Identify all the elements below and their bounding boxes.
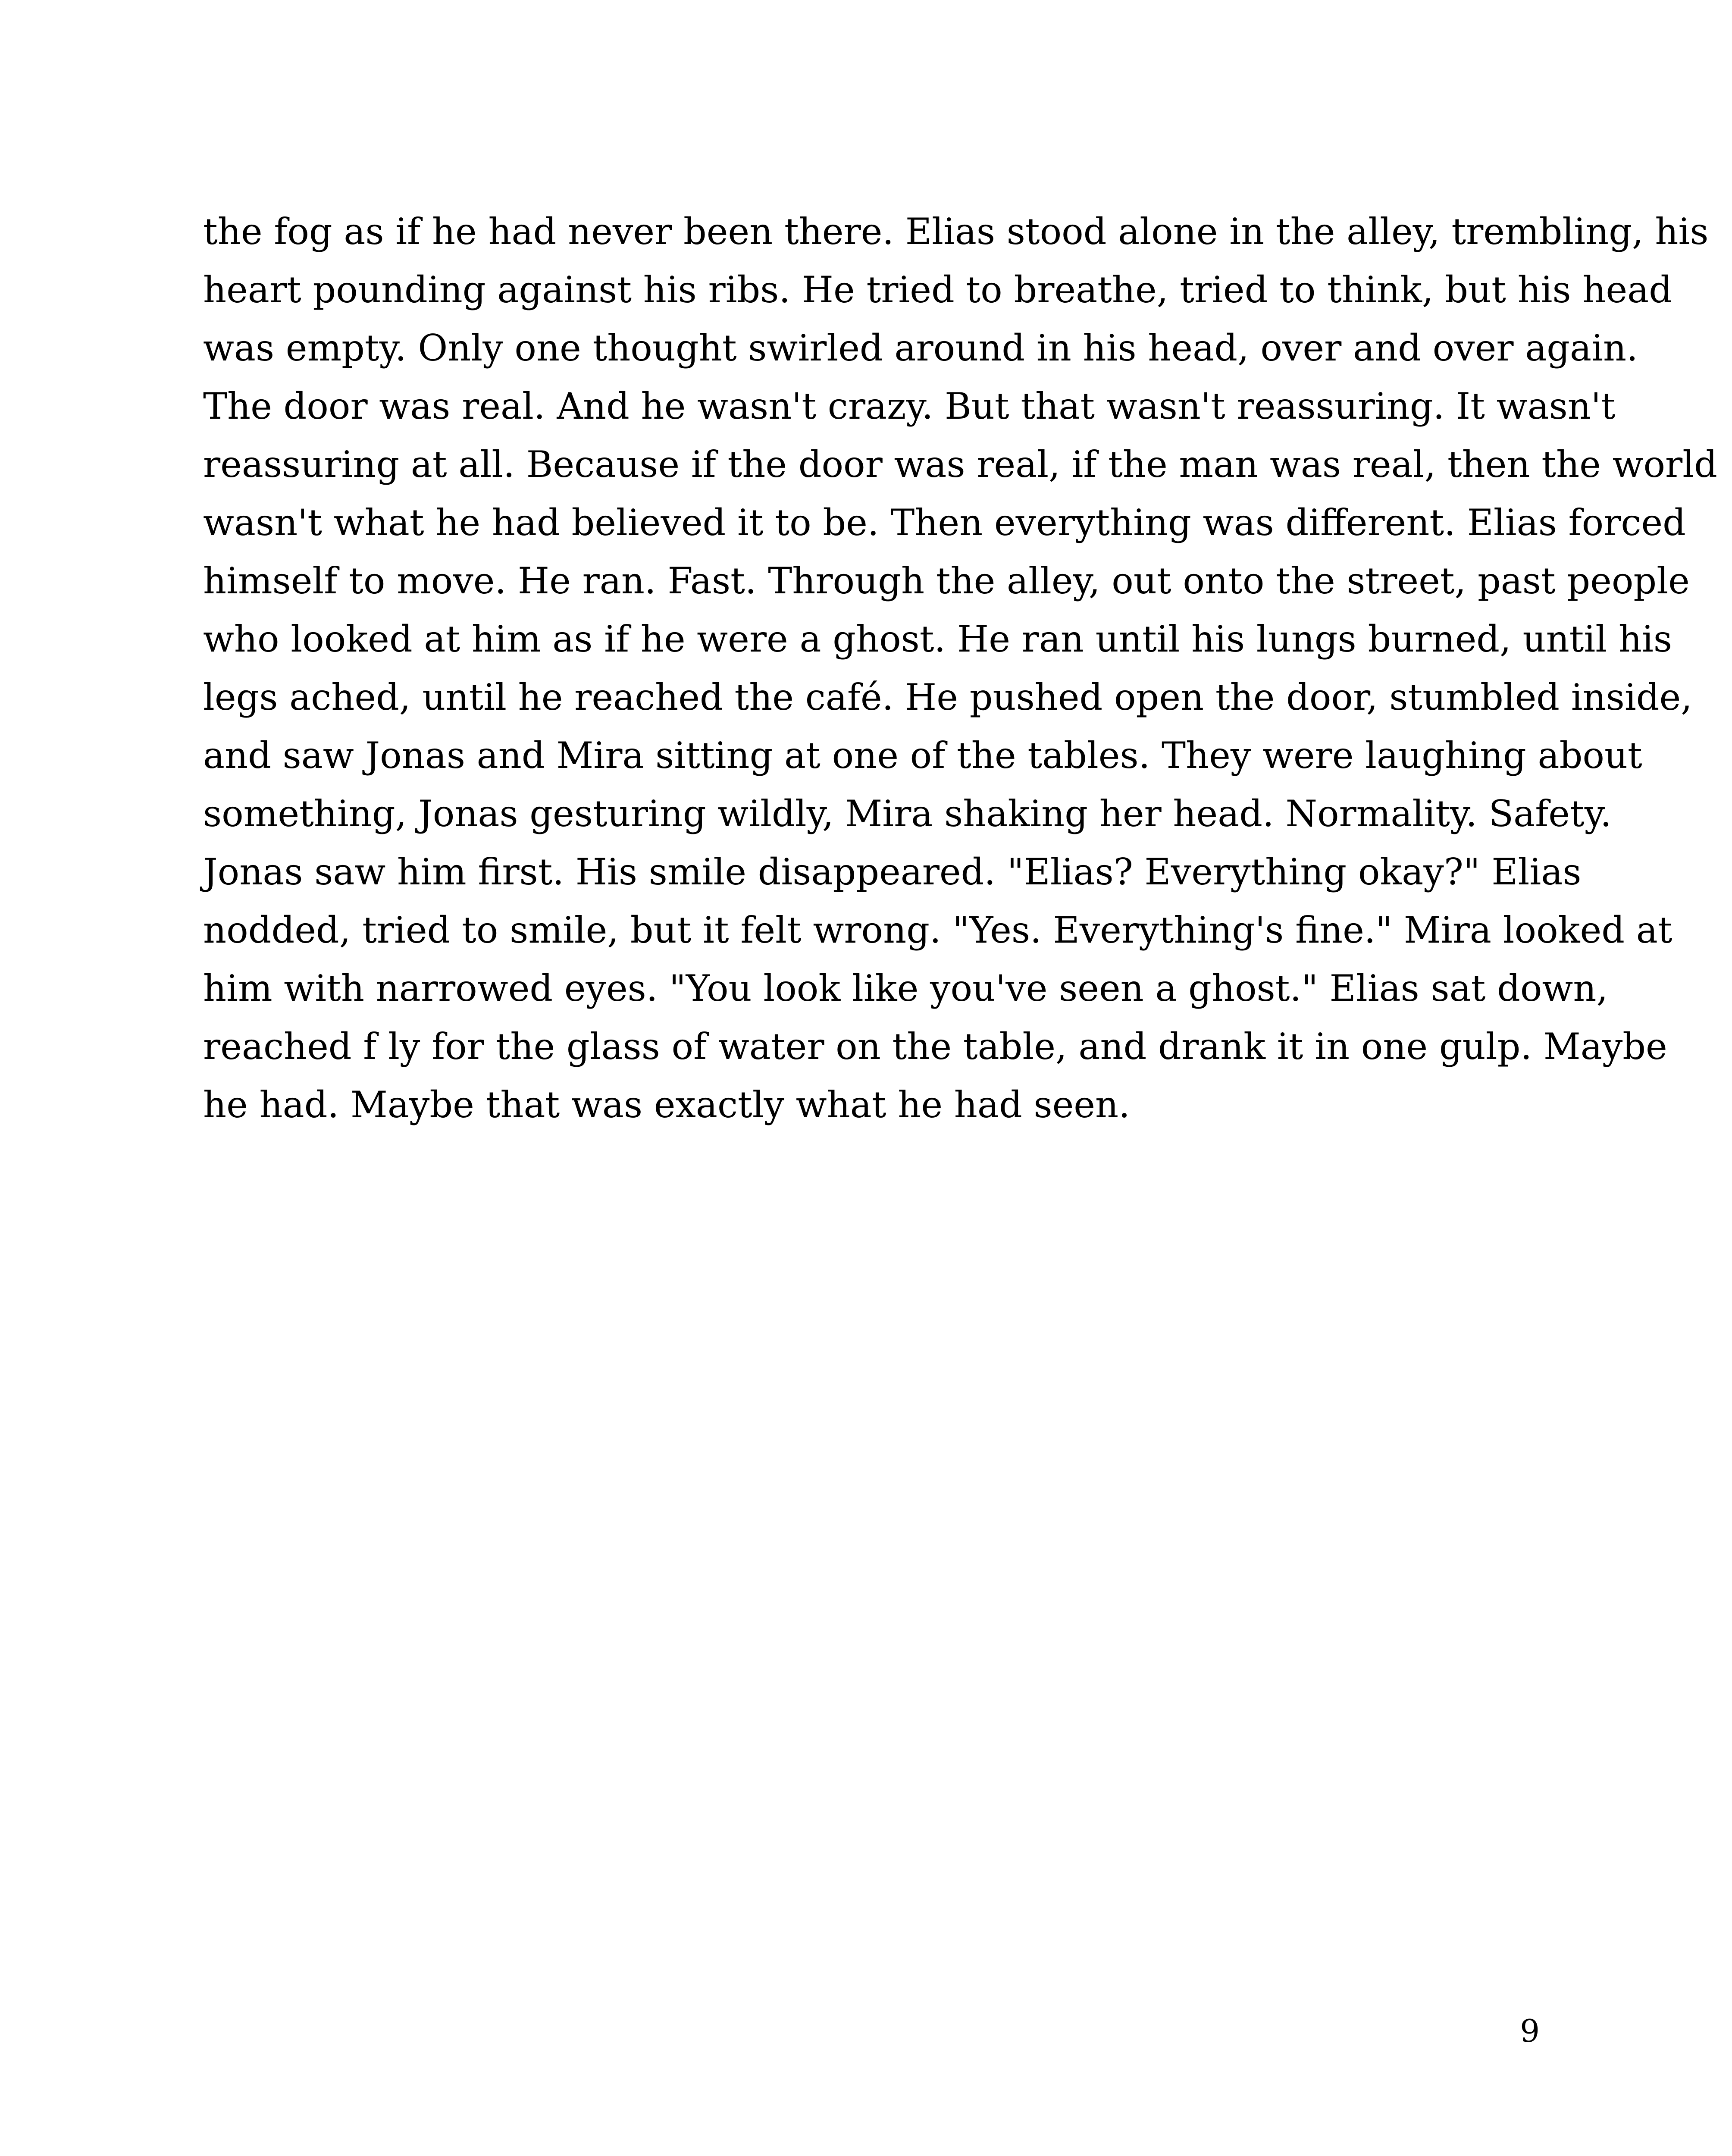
- text-line: something, Jonas gesturing wildly, Mira shaking her head. Normality. Safety.: [203, 793, 1612, 835]
- text-line: heart pounding against his ribs. He tried to breathe, tried to think, but his head: [203, 269, 1672, 311]
- text-line: The door was real. And he wasn't crazy. But that wasn't reassuring. It wasn't: [203, 385, 1616, 427]
- text-line: nodded, tried to smile, but it felt wrong. "Yes. Everything's fine." Mira looked at: [203, 909, 1672, 951]
- text-line: reassuring at all. Because if the door was real, if the man was real, then the world: [203, 443, 1717, 486]
- text-line: him with narrowed eyes. "You look like you've seen a ghost." Elias sat down,: [203, 967, 1608, 1009]
- text-line: himself to move. He ran. Fast. Through the alley, out onto the street, past people: [203, 560, 1690, 602]
- body-text: [203, 203, 1717, 1134]
- text-line: reached f ly for the glass of water on the table, and drank it in one gulp. Maybe: [203, 1025, 1667, 1068]
- text-line: Jonas saw him first. His smile disappeared. "Elias? Everything okay?" Elias: [203, 851, 1582, 893]
- text-line: who looked at him as if he were a ghost. He ran until his lungs burned, until his: [203, 618, 1672, 660]
- text-line: legs ached, until he reached the café. He pushed open the door, stumbled inside,: [203, 676, 1692, 718]
- text-line: was empty. Only one thought swirled around in his head, over and over again.: [203, 327, 1638, 369]
- text-line: the fog as if he had never been there. Elias stood alone in the alley, trembling, his: [203, 210, 1709, 253]
- text-line: and saw Jonas and Mira sitting at one of the tables. They were laughing about: [203, 734, 1642, 777]
- text-line: he had. Maybe that was exactly what he had seen.: [203, 1084, 1130, 1126]
- text-line: wasn't what he had believed it to be. Then everything was different. Elias forced: [203, 501, 1686, 544]
- page-number: 9: [1520, 2013, 1540, 2049]
